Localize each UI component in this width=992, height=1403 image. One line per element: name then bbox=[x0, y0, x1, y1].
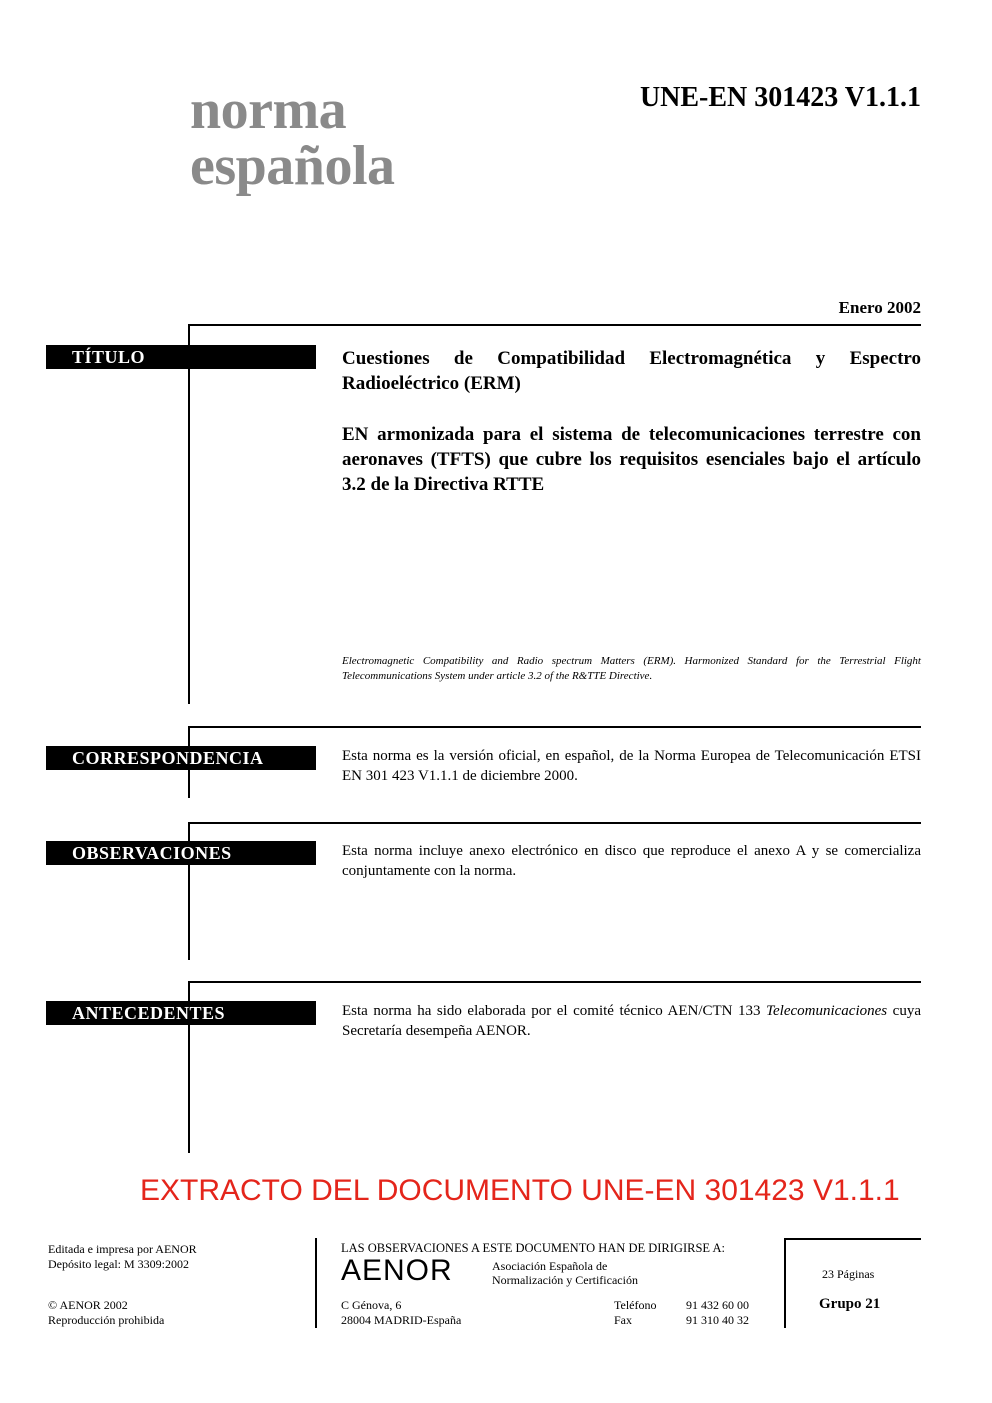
divider-observaciones bbox=[188, 822, 921, 824]
address-line-1: C Génova, 6 bbox=[341, 1298, 402, 1312]
divider-titulo bbox=[188, 324, 921, 326]
footer-box-left bbox=[784, 1238, 786, 1328]
copyright: © AENOR 2002 bbox=[48, 1298, 128, 1312]
publication-date: Enero 2002 bbox=[838, 298, 921, 317]
label-titulo: TÍTULO bbox=[46, 345, 316, 369]
brand-title bbox=[190, 79, 395, 197]
title-spanish-2: EN armonizada para el sistema de telecomunicaciones terrestre con aeronaves (TFTS) que cubre los requisitos esenciales bajo el artículo 3.2 de la Directiva RTTE bbox=[342, 424, 921, 495]
aenor-name-line-2: Normalización y Certificación bbox=[492, 1273, 638, 1287]
page-count: 23 Páginas bbox=[822, 1267, 875, 1281]
reproduction-notice: Reproducción prohibida bbox=[48, 1313, 165, 1327]
legal-deposit: Depósito legal: M 3309:2002 bbox=[48, 1257, 189, 1271]
divider-correspondencia bbox=[188, 726, 921, 728]
footer-divider-left bbox=[315, 1238, 317, 1328]
standard-code: UNE-EN 301423 V1.1.1 bbox=[639, 82, 921, 113]
title-spanish-1: Cuestiones de Compatibilidad Electromagnética y Espectro Radioeléctrico (ERM) bbox=[342, 348, 921, 394]
fax-label: Fax bbox=[614, 1313, 632, 1327]
price-group: Grupo 21 bbox=[819, 1296, 881, 1312]
aenor-logo: AENOR bbox=[341, 1254, 453, 1287]
section-rule-titulo bbox=[188, 324, 190, 704]
brand-line-1: norma bbox=[190, 79, 347, 141]
antecedentes-committee-name: Telecomunicaciones bbox=[766, 1003, 888, 1019]
fax-number: 91 310 40 32 bbox=[686, 1313, 749, 1327]
label-antecedentes: ANTECEDENTES bbox=[46, 1001, 316, 1025]
footer-box-top bbox=[784, 1238, 921, 1240]
phone-label: Teléfono bbox=[614, 1298, 657, 1312]
observations-note: LAS OBSERVACIONES A ESTE DOCUMENTO HAN DE DIRIGIRSE A: bbox=[341, 1241, 725, 1255]
label-observaciones: OBSERVACIONES bbox=[46, 841, 316, 865]
aenor-full-name bbox=[492, 1259, 638, 1287]
label-correspondencia: CORRESPONDENCIA bbox=[46, 746, 316, 770]
extract-banner: EXTRACTO DEL DOCUMENTO UNE-EN 301423 V1.1.1 bbox=[140, 1174, 900, 1207]
antecedentes-text-end: cuya Secretaría desempeña AENOR. bbox=[342, 1003, 921, 1039]
title-english: Electromagnetic Compatibility and Radio spectrum Matters (ERM). Harmonized Standard for the Terrestrial Flight Telecommunications System under article 3.2 of the R&TTE Directive. bbox=[342, 655, 921, 682]
text-correspondencia: Esta norma es la versión oficial, en español, de la Norma Europea de Telecomunicación ETSI EN 301 423 V1.1.1 de diciembre 2000. bbox=[342, 748, 921, 784]
divider-antecedentes bbox=[188, 981, 921, 983]
text-observaciones: Esta norma incluye anexo electrónico en disco que reproduce el anexo A y se comercializa conjuntamente con la norma. bbox=[342, 843, 921, 879]
antecedentes-text-start: Esta norma ha sido elaborada por el comité técnico AEN/CTN 133 bbox=[342, 1003, 767, 1019]
brand-line-2: española bbox=[190, 135, 395, 197]
aenor-name-line-1: Asociación Española de bbox=[492, 1259, 608, 1273]
text-antecedentes bbox=[342, 1001, 921, 1041]
edited-by: Editada e impresa por AENOR bbox=[48, 1242, 197, 1256]
phone-number: 91 432 60 00 bbox=[686, 1298, 749, 1312]
address-line-2: 28004 MADRID-España bbox=[341, 1313, 462, 1327]
